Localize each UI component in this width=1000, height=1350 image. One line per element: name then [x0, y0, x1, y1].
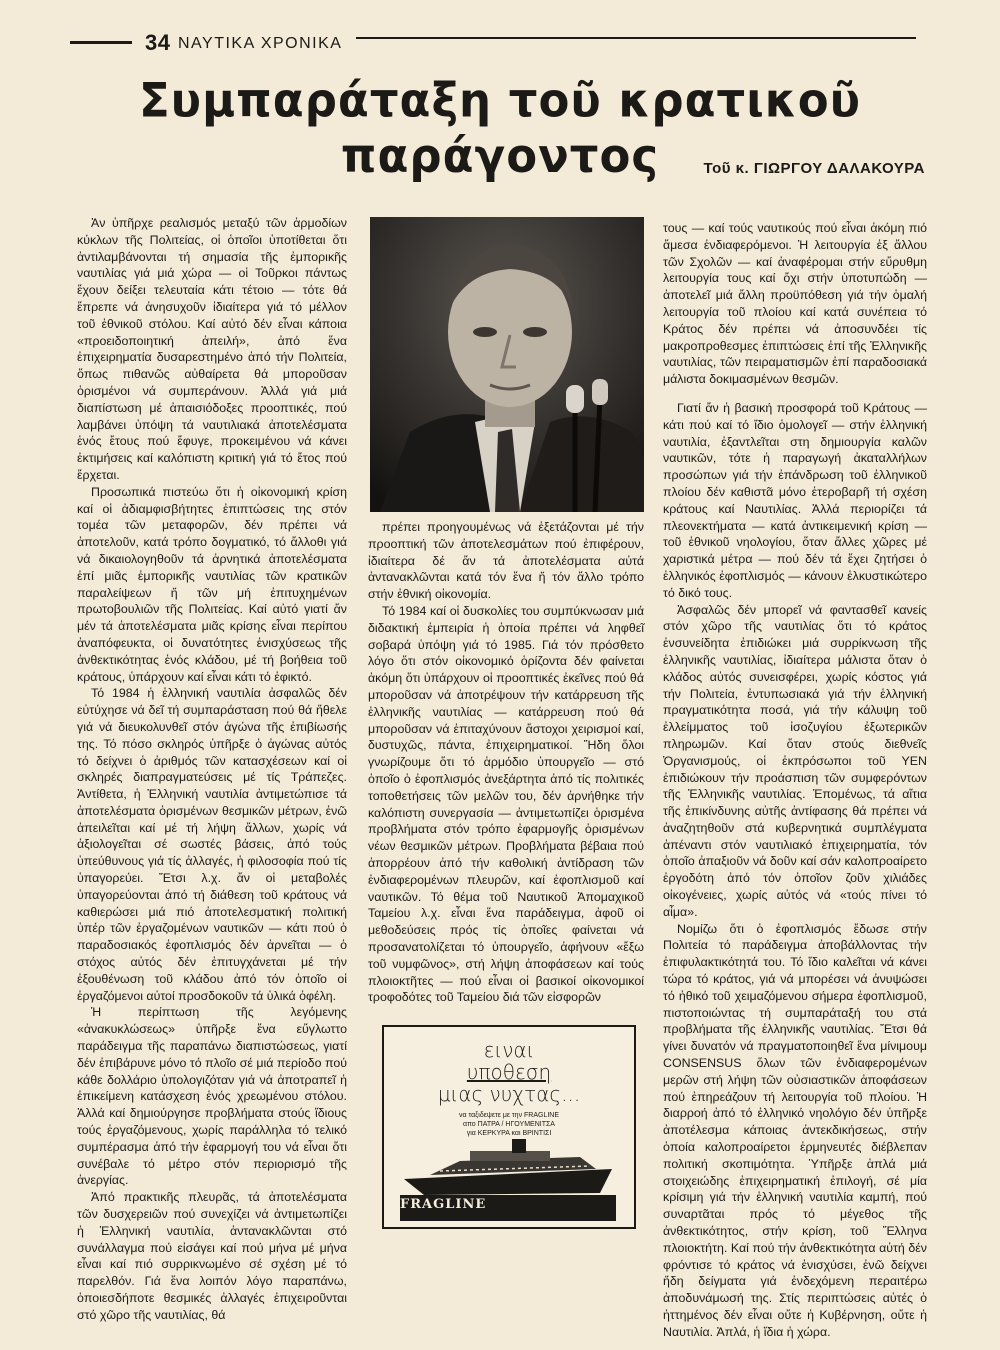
- section-title: ΝΑΥΤΙΚΑ ΧΡΟΝΙΚΑ: [178, 35, 343, 52]
- paragraph: πρέπει προηγουμένως νά ἐξετάζονται μέ τήν προοπτική τῶν ἀποτελεσμάτων πού ἐπιφέρουν, ἰδιαίτερα δέ ἄν τά ἀποτελέσματα αὐτά ἀντανακλῶνται κατά τόν ἕνα ἤ τόν ἄλλο τρόπο στήν ἐθνική οἰκονομία.: [368, 520, 644, 602]
- middle-column: [368, 519, 644, 1006]
- ad-fine-line: απο ΠΑΤΡΑ / ΗΓΟΥΜΕΝΙΤΣΑ: [463, 1121, 555, 1128]
- paragraph: Ἡ περίπτωση τῆς λεγόμενης «ἀνακυκλώσεως» ὑπῆρξε ἕνα εὔγλωττο παράδειγμα τῆς παραπάνω διαπιστώσεως, γιατί δέν ἐπιβάρυνε μόνο τό πλοῖο σέ μιά περίοδο πού κάθε δολλάριο ὑπολογιζόταν γιά νά ἀποτραπεῖ ἡ ἐπικείμενη κατάσχεση ἑνός χρεωμένου στόλου. Ἀλλά καί δημιούργησε προβλήματα στούς ἴδιους τούς ἐργαζόμενους, χωρίς παράλληλα τό τελικό συμπέρασμα ἀπό τήν ἐφαρμογή του νά εἶναι ὅτι συνέβαλε τό μέτρο στόν περιορισμό τῆς ἀνεργίας.: [77, 1005, 347, 1188]
- paragraph: Τό 1984 ἡ ἑλληνική ναυτιλία ἀσφαλῶς δέν εὐτύχησε νά δεῖ τή συμπαράσταση πού θά ἤθελε γιά νά διευκολυνθεῖ στόν ἀγώνα τῆς ἐπιβίωσής της. Τό πόσο σκληρός ὑπῆρξε ὁ ἀγώνας αὐτός τό δείχνει ὁ ἀριθμός τῶν κατασχέσεων καί οἱ σκληρές διαπραγματεύσεις μέ τίς Τράπεζες. Ἀντίθετα, ἡ Ἑλληνική ναυτιλία ἀντιμετώπισε τά ἀποτελέσματα ὁρισμένων θεσμικῶν μέτρων, ἐνῶ ἀπειλεῖται καί μέ τή λήψη ἄλλων, χωρίς νά ἀξιολογεῖται σέ σωστές βάσεις, ἀπό τούς ὑπεύθυνους γιά τίς ἀλλαγές, ἡ φιλοσοφία πού τίς ὑπαγορεύει. Ἔτσι λ.χ. ἄν οἱ μεταβολές ὑπαγορεύονται ἀπό τή διάθεση τοῦ κράτους νά καθιερώσει μιά πιό ἀποτελεσματική πολιτική ὑπέρ τῶν ἐργαζομένων ναυτικῶν — κάτι πού ὁ παραδοσιακός ἐφοπλισμός δέν ἀρνεῖται — ὁ στόχος αὐτός δέν ἐπιτυγχάνεται μέ τήν ἐξουθένωση τοῦ κλάδου ἀπό τόν ὁποῖο οἱ ἐργαζόμενοι αὐτοί προσδοκοῦν τά ὑλικά ὀφέλη.: [77, 686, 347, 1003]
- left-column: [77, 215, 347, 1324]
- ad-fine-print: [404, 1111, 614, 1138]
- page-number: 34: [145, 30, 171, 55]
- author-photo: [370, 217, 644, 512]
- speaker-portrait: [370, 217, 644, 512]
- header-rule-right: [356, 37, 916, 39]
- right-column: [663, 220, 927, 1341]
- ad-slogan-line: μιας νυχτας...: [437, 1082, 581, 1106]
- ad-fine-line: για ΚΕΡΚΥΡΑ και ΒΡΙΝΤΙΣΙ: [466, 1130, 552, 1137]
- fragline-advertisement: [382, 1025, 636, 1229]
- paragraph: Ἀπό πρακτικῆς πλευρᾶς, τά ἀποτελέσματα τῶν δυσχερειῶν πού συνεχίζει νά ἀντιμετωπίζει ἡ Ἑλληνική ναυτιλία, ἀντανακλῶνται στό συνάλλαγμα πού εἰσάγει καί πού μήνα μέ μήνα εἶναι καί πιό συρρικνωμένο σέ σχέση μέ τό παρελθόν. Γιά ἕνα λοιπόν λόγο παραπάνω, ὁποιεσδήποτε θεσμικές ἀλλαγές ἐπιχειροῦνται στό χῶρο τῆς ναυτιλίας, θά: [77, 1190, 347, 1322]
- header-rule-left: [70, 41, 132, 44]
- article-byline: Τοῦ κ. ΓΙΩΡΓΟΥ ΔΑΛΑΚΟΥΡΑ: [703, 160, 925, 177]
- ad-slogan: [384, 1039, 634, 1105]
- paragraph: Νομίζω ὅτι ὁ ἐφοπλισμός ἔδωσε στήν Πολιτεία τό παράδειγμα ἀποβάλλοντας τήν ἐπιφυλακτικότητά του. Τό ἴδιο καλεῖται νά κάνει τώρα τό κράτος, γιά νά μπορέσει νά ἀνυψώσει τό ἠθικό τοῦ χειμαζόμενου σήμερα ἐφοπλισμοῦ, πιστοποιώντας τή συμπαράταξή του στά προβλήματα τῆς ἑλληνικῆς ναυτιλίας. Ἔτσι θά γίνει δυνατόν νά πραγματοποιηθεῖ ἕνα μίνιμουμ CONSENSUS ὅλων τῶν ἐνδιαφερομένων μερῶν στή λήψη τῶν οὐσιαστικῶν ἀποφάσεων πού ἐπηρεάζουν τή λειτουργία τοῦ πλοίου. Ἡ διαρροή ἀπό τό ἑλληνικό νηολόγιο δέν ὑπῆρξε ἀποτέλεσμα κάποιας ἀντεκδικήσεως, στήν ὁποία καλοπροαίρετοι ἑρμηνευτές διέβλεπαν πολιτική σκοπιμότητα. Ὑπῆρξε ἁπλά μιά στοιχειώδης ἐπιχειρηματική ἐπιλογή, σέ μία κρίσιμη γιά τήν ἑλληνική ναυτιλία καμπή, πού συναρτᾶται πρός τό μέγεθος τῆς ἀνθεκτικότητος, στήν κρίση, τοῦ Ἕλληνα πλοιοκτήτη. Καί πού τήν ἀνθεκτικότητα αὐτή δέν φρόντισε τό κράτος νά ἐνισχύσει, ἐνῶ δείχνει ἤδη δείγματα γιά ἐνδεχόμενη περαιτέρω ἀποδυνάμωσή της. Στίς περιπτώσεις αὐτές ὁ ἡττημένος δέν εἶναι οὔτε ἡ Κυβέρνηση, οὔτε ἡ Ναυτιλία. Ἀπλά, ἡ ἴδια ἡ χώρα.: [663, 921, 927, 1339]
- article-title: Συμπαράταξη τοῦ κρατικοῦ παράγοντος: [138, 72, 862, 184]
- ad-brand-name: FRAGLINE: [400, 1197, 487, 1212]
- paragraph: Γιατί ἄν ἡ βασική προσφορά τοῦ Κράτους — κάτι πού καί τό ἴδιο ὁμολογεῖ — στήν ἑλληνική ναυτιλία, ἐξαντλεῖται στη δημιουργία καλῶν ναυτικῶν, τότε ἡ παραγωγή ἀκαταλλήλων προσώπων γιά τήν ἐπάνδρωση τοῦ ἑλληνικοῦ πλοίου δέν καθιστᾶ μόνο ἑτεροβαρῆ τή σχέση κράτους καί Ναυτιλίας. Ἀλλά περιορίζει τά πλεονεκτήματα — κατά ἀντικειμενική κρίση — τοῦ ἐθνικοῦ νηολογίου, ὅταν ἄλλες χῶρες μέ χαριστικά μέτρα — πού δέν τά ἔχει ζητήσει ὁ ἑλληνικός ἐφοπλισμός — κάνουν ἑλκυστικώτερο τό δικό τους.: [663, 400, 927, 600]
- paragraph: Ἀσφαλῶς δέν μπορεῖ νά φαντασθεῖ κανείς στόν χῶρο τῆς ναυτιλίας ὅτι τό κράτος ἐνσυνείδητα ἐπιδιώκει μιά συρρίκνωση τῆς ἑλληνικῆς ναυτιλίας, ἰδιαίτερα μάλιστα ὅταν ὁ κλάδος αὐτός συνεισφέρει, χωρίς κόστος γιά τήν Πολιτεία, ἐντυπωσιακά γιά τήν ἑλληνική πραγματικότητα ποσά, γιά τήν κάλυψη τοῦ ἐλλείμματος τοῦ ἰσοζυγίου ἐξωτερικῶν πληρωμῶν. Καί ὅταν στούς διεθνεῖς Ὀργανισμούς, οἱ ἐκπρόσωποι τοῦ ΥΕΝ ἐπιδιώκουν τήν προάσπιση τῶν συμφερόντων τῆς Ἑλληνικῆς ναυτιλίας. Ἐπομένως, τά αἴτια τῆς ἐπικίνδυνης αὐτῆς ἀντίφασης θά πρέπει νά ἀναζητηθοῦν στά κυβερνητικά συμπλέγματα ἀπέναντι στόν ναυτιλιακό ἐπιχειρηματία, τόν ὁποῖο ἀπαξιοῦν νά δοῦν καί σάν καλοπροαίρετο ἐργοδότη ἀπό τόν ὁποῖον ζοῦν χιλιάδες οἰκογένειες, χωρίς αὐτός νά «τούς πίνει τό αἷμα».: [663, 602, 927, 919]
- ad-slogan-line: υποθεση: [466, 1060, 552, 1084]
- paragraph: Ἀν ὑπῆρχε ρεαλισμός μεταξύ τῶν ἁρμοδίων κύκλων τῆς Πολιτείας, οἱ ὁποῖοι ὑποτίθεται ὅτι ἀντιλαμβάνονται τή σημασία τῆς ἐμπορικῆς ναυτιλίας γιά μιά χώρα — οἱ Τοῦρκοι πάντως ἔχουν δείξει τελευταία κάτι τέτοιο — τότε θά ἔπρεπε νά ἀνησυχοῦν ἰδιαίτερα γιά τό μέλλον τοῦ ἐθνικοῦ στόλου. Καί αὐτό δέν εἶναι κάποια «προειδοποιητική ἀπειλή», ἀπό ἕνα ἐπιχειρηματία δυσαρεστημένο ἀπό τήν Πολιτεία, ὅπως πιθανῶς αὐθαίρετα θά μποροῦσαν ὁρισμένοι νά συμπεράνουν. Ἀλλά γιά μιά διαπίστωση μέ ἀπαισιόδοξες προοπτικές, πού λαμβάνει ὑπόψη τά ναυτιλιακά ἀποτελέσματα ἑνός ἔτους πού ἔφυγε, προκειμένου νά κάνει ἐκτιμήσεις καί καλόπιστη κριτική γιά τό ἔτος πού ἔρχεται.: [77, 216, 347, 482]
- paragraph: Τό 1984 καί οἱ δυσκολίες του συμπύκνωσαν μιά διδακτική ἐμπειρία ἡ ὁποία πρέπει νά ληφθεῖ σοβαρά ὑπόψη γιά τό 1985. Γιά τόν πρόσθετο λόγο ὅτι στόν οἰκονομικό ὁρίζοντα δέν φαίνεται ἀκόμη ὅτι ὑπάρχουν οἱ προοπτικές ἐκεῖνες πού θά μποροῦσαν νά ἀποτρέψουν τήν κατάρρευση τῆς ἑλληνικῆς ναυτιλίας — κατάρρευση πού θά μποροῦσαν νά ἐπιταχύνουν ἄστοχοι χειρισμοί καί, δυστυχῶς, πάντα, ἐπιχειρηματικοί. Ἤδη ὅλοι γνωρίζουμε ὅτι τό ἁρμόδιο ὑπουργεῖο — στό ὁποῖο ὁ ἐφοπλισμός ἀνεξάρτητα ἀπό τίς πολιτικές τοποθετήσεις τῶν μελῶν του, δέν ἀρνήθηκε τήν καλόπιστη συνεργασία — ἀντιμετωπίζει ὁρισμένα προβλήματα στόν τρόπο ἐφαρμογῆς ὁρισμένων νέων θεσμικῶν μέτρων. Προβλήματα βέβαια πού ἀπορρέουν ἀπό τήν καθολική ἀντίδραση τῶν ἐνδιαφερομένων πλευρῶν, καί ἐφοπλισμοῦ καί ναυτικῶν. Τό θέμα τοῦ Ναυτικοῦ Ἀπομαχικοῦ Ταμείου λ.χ. εἶναι ἕνα παράδειγμα, ἀφοῦ οἱ μεθοδεύσεις πρός τίς ὁποῖες φαίνεται νά προσανατολίζεται τό ὑπουργεῖο, ἀφήνουν «ἔξω τοῦ νυμφῶνος», στή λήψη ἀποφάσεων καί τούς πλοιοκτῆτες — πού εἶναι οἱ βασικοί οἰκονομικοί τροφοδότες τοῦ Ταμείου διά τῶν εἰσφορῶν: [368, 603, 644, 1005]
- paragraph: Προσωπικά πιστεύω ὅτι ἡ οἰκονομική κρίση καί οἱ ἀδιαμφισβήτητες ἐπιπτώσεις της στόν τομέα τῶν μεταφορῶν, δέν πρέπει νά ἀποτελοῦν, κατά τρόπο δογματικό, τό ἄλλοθι γιά νά δικαιολογηθοῦν τά ἀρνητικά ἀποτελέσματα ἐπί μιᾶς ἐμπορικῆς ναυτιλίας τῶν κρατικῶν παραλείψεων ἤ τῶν μή ἐπιτυχημένων πρωτοβουλιῶν τῆς Πολιτείας. Καί αὐτό γιατί ἄν μέν τά ἀποτελέσματα μιᾶς κρίσης εἶναι περίπου ἀναπόφευκτα, οἱ δυνατότητες ἐνισχύσεως τῆς ἀνθεκτικότητας ἑνός κλάδου, μέ τή βοήθεια τοῦ κράτους, ὑπάρχουν καί εἶναι κάτι τό ἐφικτό.: [77, 484, 347, 684]
- ferry-ship-illustration: [400, 1135, 616, 1197]
- ad-fine-line: να ταξιδεψετε με την FRAGLINE: [458, 1112, 560, 1119]
- paragraph: τους — καί τούς ναυτικούς πού εἶναι ἀκόμη πιό ἄμεσα ἐνδιαφερόμενοι. Ἡ λειτουργία ἐξ ἄλλου τῶν Σχολῶν — καί ἀναφέρομαι στήν εὔρυθμη λειτουργία τους καί ὄχι στήν ὑποτυπώδη — ἀποτελεῖ μιά ἄλλη προϋπόθεση γιά τήν ὁμαλή λειτουργία τοῦ πλοίου καί κατά συνέπεια τό Κράτος δέν πρέπει νά ἀποσυνδέει τίς μακροπροθεσμες ἐπιπτώσεις ἐπί τῆς Ἑλληνικῆς ναυτιλίας, τῶν πειραματισμῶν ἐπί παραδοσιακά μάλιστα δοκιμασμένων θεσμῶν.: [663, 221, 927, 387]
- ad-slogan-line: ειναι: [483, 1038, 535, 1062]
